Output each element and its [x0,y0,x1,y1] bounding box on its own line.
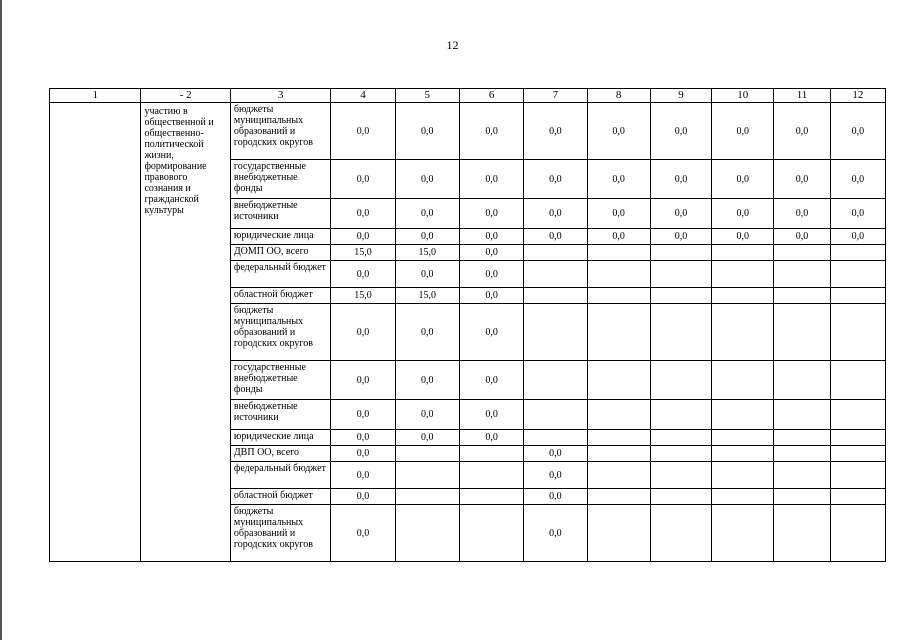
value-cell [587,288,650,304]
value-cell [830,288,885,304]
value-cell: 0,0 [331,505,395,562]
value-cell: 0,0 [395,430,459,446]
value-cell: 0,0 [712,229,774,245]
value-cell: 0,0 [459,361,523,400]
value-cell: 0,0 [774,103,830,160]
value-cell: 0,0 [524,199,587,229]
value-cell [774,446,830,462]
value-cell: 0,0 [524,489,587,505]
value-cell: 0,0 [459,430,523,446]
value-cell [587,446,650,462]
program-number-cell [50,103,141,562]
value-cell: 0,0 [524,160,587,199]
value-cell [712,304,774,361]
value-cell [395,489,459,505]
value-cell: 0,0 [395,160,459,199]
value-cell: 0,0 [331,160,395,199]
value-cell [774,245,830,261]
value-cell [395,446,459,462]
value-cell [650,446,711,462]
value-cell: 0,0 [830,229,885,245]
funding-source-cell: областной бюджет [230,288,330,304]
value-cell [650,245,711,261]
value-cell [712,288,774,304]
value-cell [712,462,774,489]
value-cell: 0,0 [650,103,711,160]
value-cell [524,400,587,430]
value-cell: 15,0 [331,245,395,261]
value-cell [712,430,774,446]
column-header-2: - 2 [141,89,230,103]
funding-source-cell: внебюджетные источники [230,400,330,430]
value-cell [587,489,650,505]
value-cell [830,361,885,400]
value-cell: 0,0 [459,103,523,160]
value-cell: 0,0 [395,229,459,245]
value-cell [774,288,830,304]
value-cell: 0,0 [774,229,830,245]
funding-source-cell: внебюджетные источники [230,199,330,229]
value-cell [395,462,459,489]
value-cell [650,361,711,400]
value-cell: 0,0 [712,160,774,199]
value-cell: 0,0 [587,229,650,245]
value-cell [830,505,885,562]
value-cell: 0,0 [331,430,395,446]
column-header-7: 7 [524,89,587,103]
value-cell [459,489,523,505]
value-cell: 0,0 [395,199,459,229]
funding-source-cell: юридические лица [230,229,330,245]
value-cell [830,462,885,489]
value-cell [774,400,830,430]
page-edge-line [0,0,2,640]
value-cell: 0,0 [587,160,650,199]
value-cell: 0,0 [650,160,711,199]
value-cell: 0,0 [524,229,587,245]
value-cell [587,400,650,430]
column-number-row [50,89,886,103]
value-cell: 0,0 [774,199,830,229]
value-cell: 0,0 [830,199,885,229]
program-description-cell: участию в общественной и общественно-политической жизни, формирование правового сознания и гражданской культуры [141,103,230,562]
value-cell [830,304,885,361]
value-cell: 0,0 [459,400,523,430]
value-cell: 0,0 [331,229,395,245]
funding-source-cell: федеральный бюджет [230,261,330,288]
value-cell [524,430,587,446]
value-cell [774,505,830,562]
value-cell [587,245,650,261]
value-cell [459,462,523,489]
funding-source-cell: ДВП ОО, всего [230,446,330,462]
value-cell [587,505,650,562]
value-cell: 0,0 [395,261,459,288]
value-cell: 0,0 [331,446,395,462]
value-cell: 0,0 [459,229,523,245]
value-cell [712,245,774,261]
value-cell: 0,0 [331,400,395,430]
table-row [50,103,886,160]
value-cell: 0,0 [459,160,523,199]
value-cell: 0,0 [459,261,523,288]
value-cell: 0,0 [712,103,774,160]
value-cell: 0,0 [395,304,459,361]
value-cell: 0,0 [524,462,587,489]
value-cell [830,245,885,261]
value-cell [587,304,650,361]
page-number: 12 [446,38,459,52]
value-cell: 0,0 [331,261,395,288]
value-cell [524,288,587,304]
value-cell [587,430,650,446]
value-cell: 0,0 [712,199,774,229]
value-cell [650,261,711,288]
column-header-11: 11 [774,89,830,103]
column-header-1: 1 [50,89,141,103]
value-cell: 15,0 [395,245,459,261]
value-cell [650,304,711,361]
funding-source-cell: областной бюджет [230,489,330,505]
funding-source-cell: бюджеты муниципальных образований и городских округов [230,304,330,361]
value-cell [712,361,774,400]
value-cell: 0,0 [587,103,650,160]
funding-source-cell: юридические лица [230,430,330,446]
value-cell: 0,0 [650,229,711,245]
value-cell: 0,0 [459,288,523,304]
value-cell: 0,0 [650,199,711,229]
value-cell [650,505,711,562]
column-header-6: 6 [459,89,523,103]
value-cell: 0,0 [331,462,395,489]
value-cell [459,505,523,562]
value-cell [395,505,459,562]
value-cell: 0,0 [459,245,523,261]
value-cell [587,462,650,489]
value-cell: 0,0 [830,103,885,160]
value-cell: 0,0 [524,103,587,160]
value-cell: 15,0 [395,288,459,304]
value-cell: 0,0 [774,160,830,199]
value-cell [712,489,774,505]
value-cell [712,400,774,430]
value-cell [830,489,885,505]
column-header-12: 12 [830,89,885,103]
value-cell: 0,0 [331,304,395,361]
value-cell: 0,0 [524,505,587,562]
value-cell [774,489,830,505]
value-cell [650,288,711,304]
column-header-9: 9 [650,89,711,103]
value-cell: 0,0 [331,199,395,229]
value-cell [524,261,587,288]
value-cell [830,261,885,288]
value-cell [459,446,523,462]
column-header-4: 4 [331,89,395,103]
column-header-10: 10 [712,89,774,103]
value-cell [524,361,587,400]
value-cell: 0,0 [331,361,395,400]
funding-source-cell: государственные внебюджетные фонды [230,361,330,400]
value-cell [650,400,711,430]
value-cell [712,261,774,288]
funding-source-cell: государственные внебюджетные фонды [230,160,330,199]
value-cell [524,245,587,261]
column-header-3: 3 [230,89,330,103]
value-cell: 0,0 [459,199,523,229]
table-body [50,103,886,562]
value-cell [830,446,885,462]
value-cell: 0,0 [331,103,395,160]
value-cell: 0,0 [331,489,395,505]
value-cell: 0,0 [459,304,523,361]
value-cell [774,261,830,288]
value-cell [774,430,830,446]
value-cell: 0,0 [395,361,459,400]
value-cell [587,361,650,400]
funding-source-cell: ДОМП ОО, всего [230,245,330,261]
funding-source-cell: бюджеты муниципальных образований и городских округов [230,103,330,160]
value-cell [774,361,830,400]
value-cell [650,489,711,505]
budget-table [49,88,886,562]
value-cell: 0,0 [524,446,587,462]
value-cell [524,304,587,361]
value-cell [587,261,650,288]
column-header-5: 5 [395,89,459,103]
value-cell: 0,0 [395,400,459,430]
value-cell [774,462,830,489]
value-cell: 15,0 [331,288,395,304]
value-cell [650,430,711,446]
value-cell [712,505,774,562]
value-cell [830,430,885,446]
funding-source-cell: бюджеты муниципальных образований и городских округов [230,505,330,562]
value-cell [774,304,830,361]
value-cell [712,446,774,462]
value-cell: 0,0 [587,199,650,229]
funding-source-cell: федеральный бюджет [230,462,330,489]
column-header-8: 8 [587,89,650,103]
value-cell [650,462,711,489]
value-cell: 0,0 [830,160,885,199]
value-cell [830,400,885,430]
value-cell: 0,0 [395,103,459,160]
